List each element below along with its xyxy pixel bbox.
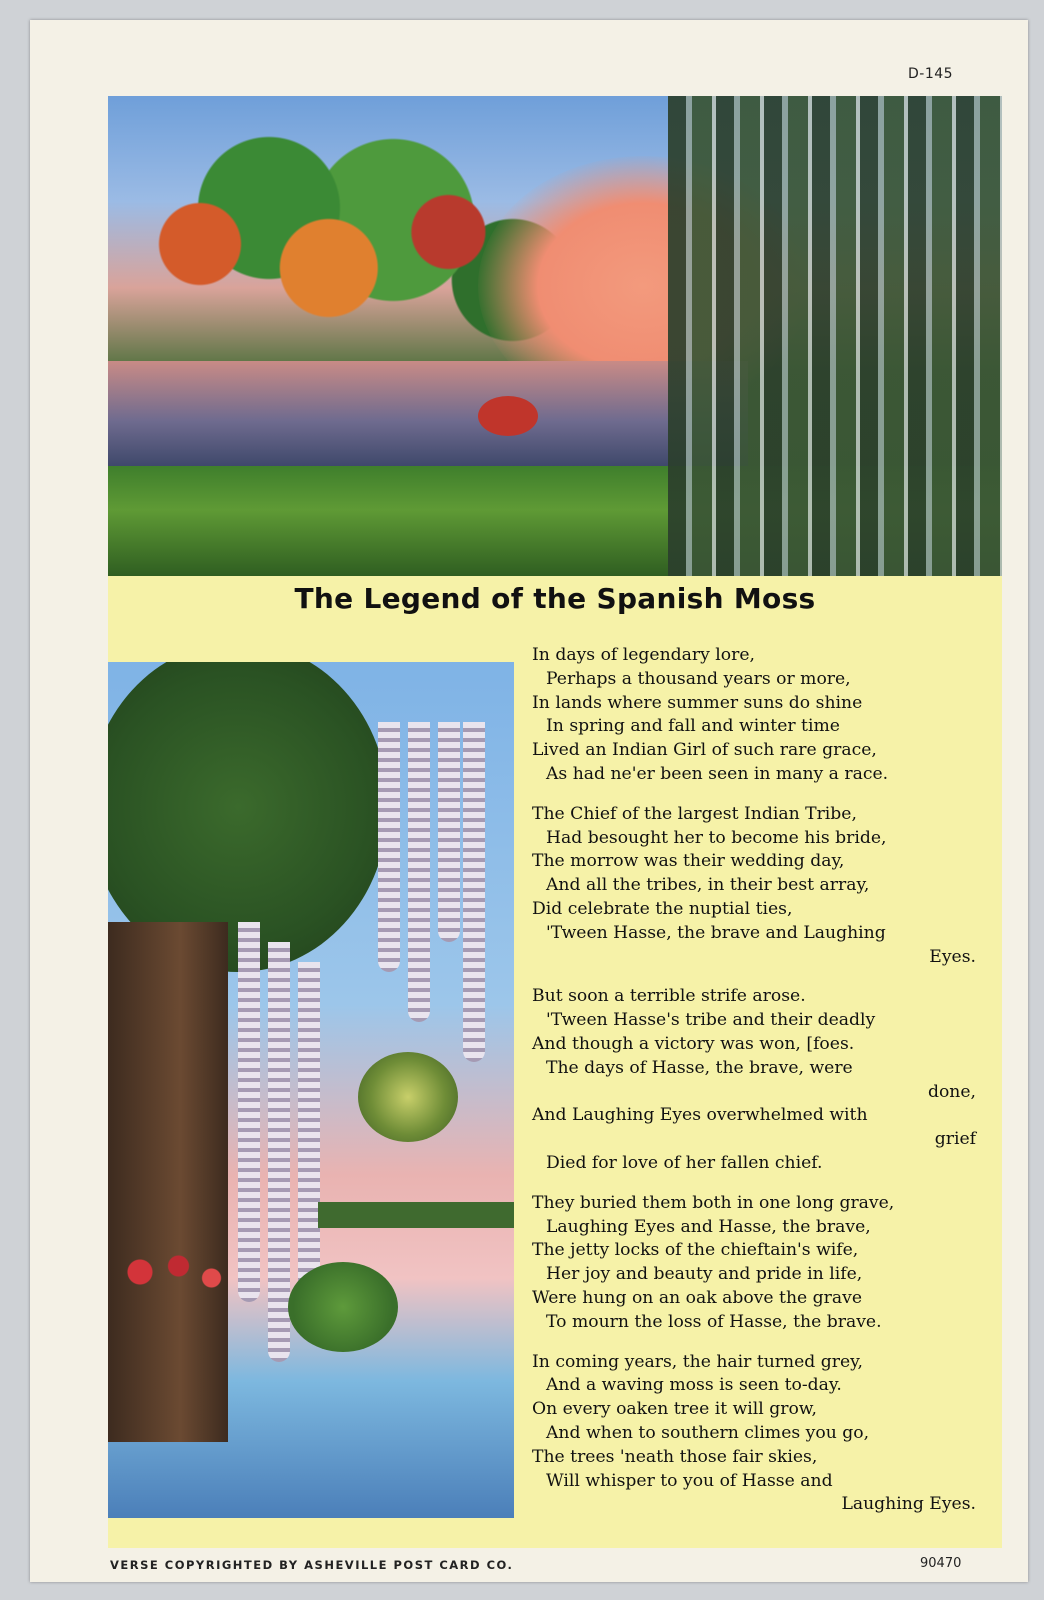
poem-line: Did celebrate the nuptial ties, [532, 898, 793, 919]
poem-line: But soon a terrible strife arose. [532, 986, 806, 1007]
shore-bush [288, 1262, 398, 1352]
poem-line: The jetty locks of the chieftain's wife, [532, 1240, 859, 1261]
postcard [30, 20, 1028, 1582]
poem-line: And Laughing Eyes overwhelmed with [532, 1105, 868, 1126]
poem-line: Perhaps a thousand years or more, [546, 668, 851, 689]
card-panel [108, 96, 1002, 1548]
poem-line: Lived an Indian Girl of such rare grace, [532, 740, 877, 761]
poem-line: Laughing Eyes. [841, 1494, 976, 1515]
poem-stanza [532, 1351, 992, 1518]
poem-line: Her joy and beauty and pride in life, [546, 1264, 863, 1285]
poem-line: In coming years, the hair turned grey, [532, 1351, 864, 1372]
poem-line: Laughing Eyes and Hasse, the brave, [546, 1216, 871, 1237]
palm-tree [358, 1052, 458, 1142]
hanging-moss [438, 722, 460, 942]
red-flower-bush [478, 396, 538, 436]
poem-line: And a waving moss is seen to-day. [546, 1375, 842, 1396]
card-code: D-145 [908, 66, 954, 82]
card-title: The Legend of the Spanish Moss [294, 582, 816, 615]
poem-line: As had ne'er been seen in many a race. [546, 763, 889, 784]
poem-line: 'Tween Hasse, the brave and Laughing [546, 922, 886, 943]
poem-line: The Chief of the largest Indian Tribe, [532, 803, 857, 824]
poem-line: The trees 'neath those fair skies, [532, 1446, 818, 1467]
poem-line: And when to southern climes you go, [546, 1422, 870, 1443]
poem-line: And though a victory was won, [foes. [532, 1033, 855, 1054]
far-shore [318, 1202, 514, 1228]
poem-line: 'Tween Hasse's tribe and their deadly [546, 1010, 876, 1031]
hanging-moss [238, 922, 260, 1302]
poem-text [532, 644, 992, 1533]
poem-line: The morrow was their wedding day, [532, 851, 845, 872]
card-number: 90470 [920, 1556, 962, 1571]
hanging-moss [268, 942, 290, 1362]
poem-stanza [532, 1192, 992, 1335]
poem-line: done, [927, 1081, 976, 1102]
poem-line: Had besought her to become his bride, [546, 827, 887, 848]
poem-stanza [532, 644, 992, 787]
poem-stanza [532, 803, 992, 970]
hanging-moss [378, 722, 400, 972]
hanging-moss [408, 722, 430, 1022]
poem-line: And all the tribes, in their best array, [546, 875, 870, 896]
poem-line: Eyes. [929, 946, 976, 967]
lake-water [108, 361, 748, 481]
lake-landscape-illustration [108, 96, 1002, 576]
hanging-moss [463, 722, 485, 1062]
moss-draped-grove [668, 96, 1002, 576]
poem-line: To mourn the loss of Hasse, the brave. [546, 1311, 882, 1332]
poem-line: In spring and fall and winter time [546, 716, 840, 737]
poem-line: The days of Hasse, the brave, were [546, 1057, 853, 1078]
poem-line: In lands where summer suns do shine [532, 692, 863, 713]
poem-line: grief [934, 1129, 976, 1150]
red-flowers [118, 1242, 228, 1302]
poem-line: In days of legendary lore, [532, 645, 755, 665]
poem-line: Died for love of her fallen chief. [546, 1152, 823, 1173]
spanish-moss-tree-illustration [108, 662, 514, 1518]
copyright-line: VERSE COPYRIGHTED BY ASHEVILLE POST CARD CO. [110, 1558, 514, 1572]
tree-trunk [108, 922, 228, 1442]
poem-line: Will whisper to you of Hasse and [546, 1470, 833, 1491]
poem-line: Were hung on an oak above the grave [532, 1287, 862, 1308]
poem-line: On every oaken tree it will grow, [532, 1399, 817, 1420]
poem-stanza [532, 985, 992, 1175]
poem-line: They buried them both in one long grave, [532, 1192, 895, 1213]
